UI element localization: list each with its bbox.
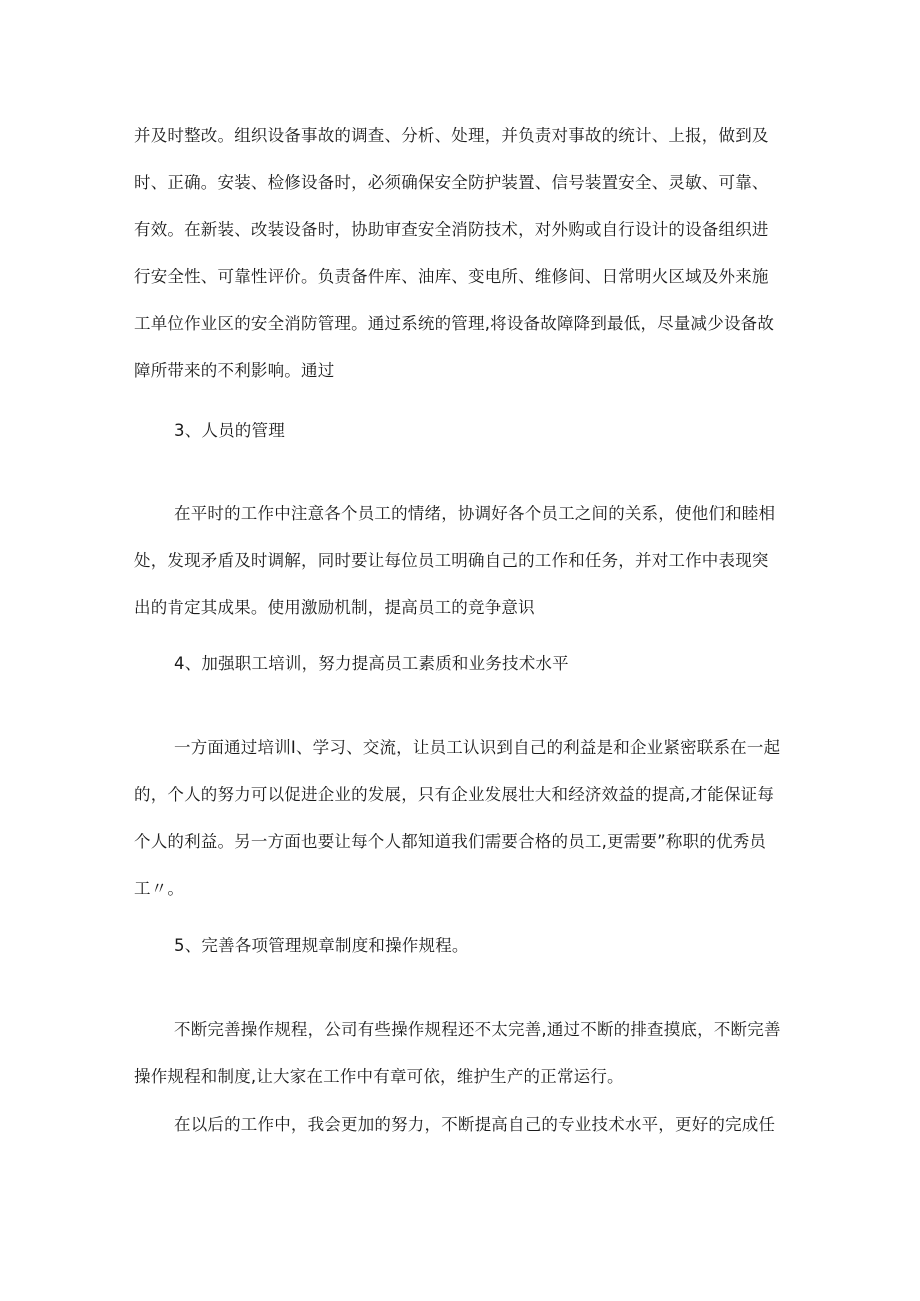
- paragraph-1-line-1: 并及时整改。组织设备事故的调查、分析、处理，并负责对事故的统计、上报，做到及: [134, 126, 769, 145]
- paragraph-1-line-3: 有效。在新装、改装设备时，协助审查安全消防技术，对外购或自行设计的设备组织进: [134, 220, 769, 239]
- paragraph-5-line-1: 在以后的工作中，我会更加的努力，不断提高自己的专业技术水平，更好的完成任: [174, 1115, 776, 1134]
- paragraph-2-line-2: 处，发现矛盾及时调解，同时要让每位员工明确自己的工作和任务，并对工作中表现突: [134, 551, 769, 570]
- paragraph-3-line-2: 的，个人的努力可以促进企业的发展，只有企业发展壮大和经济效益的提高,才能保证每: [134, 785, 775, 804]
- paragraph-3-line-4: 工〃。: [134, 879, 185, 898]
- section-heading-5: 5、完善各项管理规章制度和操作规程。: [174, 936, 469, 955]
- paragraph-4-line-1: 不断完善操作规程，公司有些操作规程还不太完善,通过不断的排查摸底，不断完善: [174, 1020, 781, 1039]
- section-heading-4: 4、加强职工培训，努力提高员工素质和业务技术水平: [174, 654, 569, 673]
- paragraph-3-line-3: 个人的利益。另一方面也要让每个人都知道我们需要合格的员工,更需要”称职的优秀员: [134, 832, 767, 851]
- paragraph-4-line-2: 操作规程和制度,让大家在工作中有章可依，维护生产的正常运行。: [134, 1067, 624, 1086]
- paragraph-3-line-1: 一方面通过培训Ⅰ、学习、交流，让员工认识到自己的利益是和企业紧密联系在一起: [174, 738, 781, 757]
- paragraph-1-line-2: 时、正确。安装、检修设备时，必须确保安全防护装置、信号装置安全、灵敏、可靠、: [134, 173, 769, 192]
- paragraph-1-line-6: 障所带来的不利影响。通过: [134, 361, 335, 380]
- section-heading-3: 3、人员的管理: [174, 421, 285, 440]
- paragraph-1-line-5: 工单位作业区的安全消防管理。通过系统的管理,将设备故障降到最低，尽量减少设备故: [134, 314, 775, 333]
- paragraph-2-line-1: 在平时的工作中注意各个员工的情绪，协调好各个员工之间的关系，使他们和睦相: [174, 504, 776, 523]
- paragraph-2-line-3: 出的肯定其成果。使用激励机制，提高员工的竞争意识: [134, 598, 535, 617]
- paragraph-1-line-4: 行安全性、可靠性评价。负责备件库、油库、变电所、维修间、日常明火区域及外来施: [134, 267, 769, 286]
